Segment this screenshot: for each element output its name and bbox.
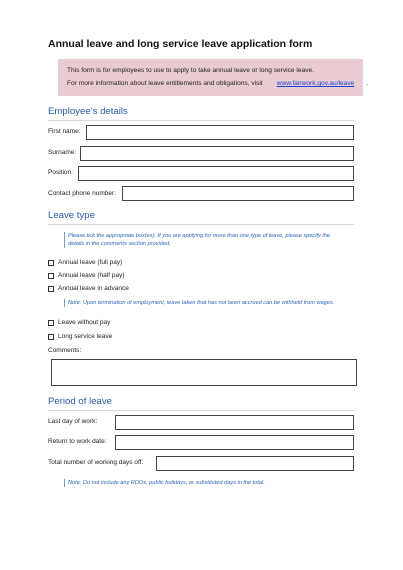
phone-field[interactable] [122,186,354,201]
annual-half-pay-label: Annual leave (half pay) [58,272,125,279]
info-text-lead: For more information about leave entitlements and obligations, visit [67,80,263,87]
leave-without-pay-checkbox[interactable] [48,320,54,326]
leave-type-heading: Leave type [48,210,95,221]
last-day-field[interactable] [115,415,354,430]
form-title: Annual leave and long service leave application form [48,38,313,50]
leave-type-instruction [64,232,368,248]
working-days-label: Total number of working days off: [48,459,144,466]
surname-label: Surname: [48,149,77,156]
first-name-label: First name: [48,128,81,135]
termination-note: Note: Upon termination of employment, leave taken that has not been accrued can be withheld from wages. [64,299,368,307]
period-of-leave-heading: Period of leave [48,396,112,407]
leave-without-pay-label: Leave without pay [58,319,111,326]
first-name-field[interactable] [86,125,354,140]
comments-label: Comments: [48,347,82,354]
info-text-line2 [67,80,368,87]
annual-in-advance-label: Annual leave in advance [58,285,129,292]
period-note: Note: Do not include any RDOs, public holidays, or substituted days in the total. [64,479,368,487]
long-service-leave-checkbox[interactable] [48,334,54,340]
comments-field[interactable] [51,359,357,386]
phone-label: Contact phone number: [48,190,116,197]
instruction-line2: details in the comments section provided. [68,241,171,247]
position-label: Position: [48,169,73,176]
annual-full-pay-label: Annual leave (full pay) [58,259,123,266]
return-date-field[interactable] [115,435,354,450]
working-days-field[interactable] [156,456,354,471]
annual-half-pay-checkbox[interactable] [48,273,54,279]
return-date-label: Return to work date: [48,438,107,445]
info-text-end: . [366,80,369,87]
instruction-line1: Please tick the appropriate box(es). If you are applying for more than one type of leave, please specify the [68,233,331,239]
period-divider [48,410,354,411]
info-text-line1: This form is for employees to use to apply to take annual leave or long service leave. [67,67,315,74]
last-day-label: Last day of work: [48,418,98,425]
long-service-leave-label: Long service leave [58,333,113,340]
leave-type-divider [48,224,354,225]
info-box [58,59,363,96]
annual-in-advance-checkbox[interactable] [48,286,54,292]
position-field[interactable] [78,166,354,181]
fairwork-link[interactable]: www.fairwork.gov.au/leave [276,80,355,87]
employee-divider [48,120,354,121]
employee-details-heading: Employee’s details [48,106,128,117]
surname-field[interactable] [80,146,354,161]
annual-full-pay-checkbox[interactable] [48,260,54,266]
